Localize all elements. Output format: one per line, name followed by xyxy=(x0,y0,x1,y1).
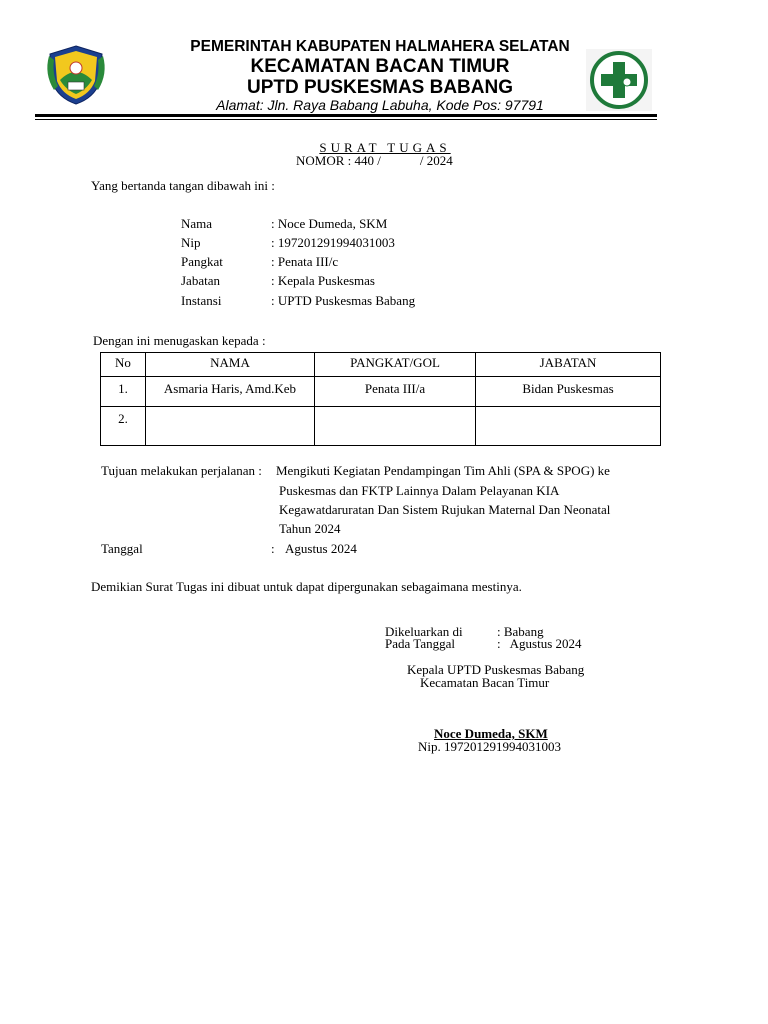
row1-jabatan: Bidan Puskesmas xyxy=(476,377,661,407)
row2-jabatan xyxy=(476,407,661,446)
issued-value: : Babang xyxy=(497,624,544,639)
letterhead-thick-rule xyxy=(35,114,657,117)
signer-value-nama: : Noce Dumeda, SKM xyxy=(271,216,388,231)
row2-no: 2. xyxy=(101,407,146,446)
row1-pangkat: Penata III/a xyxy=(315,377,476,407)
ondate-label: Pada Tanggal xyxy=(385,636,455,651)
letterhead-thin-rule xyxy=(35,119,657,120)
ondate-value: : Agustus 2024 xyxy=(497,636,582,651)
date-colon: : xyxy=(271,541,275,556)
closing-text: Demikian Surat Tugas ini dibuat untuk dapat dipergunakan sebagaimana mestinya. xyxy=(91,579,522,594)
intro-text: Yang bertanda tangan dibawah ini : xyxy=(91,178,275,193)
signer-value-instansi: : UPTD Puskesmas Babang xyxy=(271,293,416,308)
letter-title: SURAT TUGAS xyxy=(319,140,451,155)
regency-emblem-icon xyxy=(44,44,108,106)
assignment-intro: Dengan ini menugaskan kepada : xyxy=(93,333,266,348)
date-label: Tanggal xyxy=(101,541,143,556)
signatory-title: Kepala UPTD Puskesmas Babang xyxy=(407,662,585,677)
header-pangkat: PANGKAT/GOL xyxy=(315,353,476,377)
letter-number: NOMOR : 440 / / 2024 xyxy=(296,153,453,168)
header-institution-line: UPTD PUSKESMAS BABANG xyxy=(246,77,514,98)
signatory-name: Noce Dumeda, SKM xyxy=(434,726,548,741)
signer-label-nama: Nama xyxy=(181,216,213,231)
signatory-nip: Nip. 197201291994031003 xyxy=(418,739,561,754)
header-district-line: KECAMATAN BACAN TIMUR xyxy=(250,56,510,77)
row2-pangkat xyxy=(315,407,476,446)
header-jabatan: JABATAN xyxy=(476,353,661,377)
assignment-table xyxy=(100,352,661,446)
purpose-line-2: Puskesmas dan FKTP Lainnya Dalam Pelayanan KIA xyxy=(279,483,560,498)
signer-label-jabatan: Jabatan xyxy=(181,273,220,288)
table-row xyxy=(101,407,661,446)
row1-no: 1. xyxy=(101,377,146,407)
signer-value-nip: : 197201291994031003 xyxy=(271,235,395,250)
signer-label-nip: Nip xyxy=(181,235,201,250)
header-nama: NAMA xyxy=(146,353,315,377)
signer-label-instansi: Instansi xyxy=(181,293,222,308)
issued-label: Dikeluarkan di xyxy=(385,624,463,639)
row2-nama xyxy=(146,407,315,446)
signer-value-pangkat: : Penata III/c xyxy=(271,254,339,269)
signer-label-pangkat: Pangkat xyxy=(181,254,223,269)
signatory-subtitle: Kecamatan Bacan Timur xyxy=(420,675,550,690)
puskesmas-cross-logo-icon xyxy=(586,49,652,111)
header-government-line: PEMERINTAH KABUPATEN HALMAHERA SELATAN xyxy=(190,38,570,55)
purpose-line-1: Mengikuti Kegiatan Pendampingan Tim Ahli (SPA & SPOG) ke xyxy=(276,463,610,478)
purpose-line-4: Tahun 2024 xyxy=(279,521,341,536)
table-row xyxy=(101,377,661,407)
header-address: Alamat: Jln. Raya Babang Labuha, Kode Pos: 97791 xyxy=(216,97,544,113)
purpose-line-3: Kegawatdaruratan Dan Sistem Rujukan Maternal Dan Neonatal xyxy=(279,502,611,517)
date-value: Agustus 2024 xyxy=(285,541,357,556)
header-no: No xyxy=(101,353,146,377)
table-header-row xyxy=(101,353,661,377)
purpose-label: Tujuan melakukan perjalanan : xyxy=(101,463,262,478)
row1-nama: Asmaria Haris, Amd.Keb xyxy=(146,377,315,407)
signer-value-jabatan: : Kepala Puskesmas xyxy=(271,273,375,288)
